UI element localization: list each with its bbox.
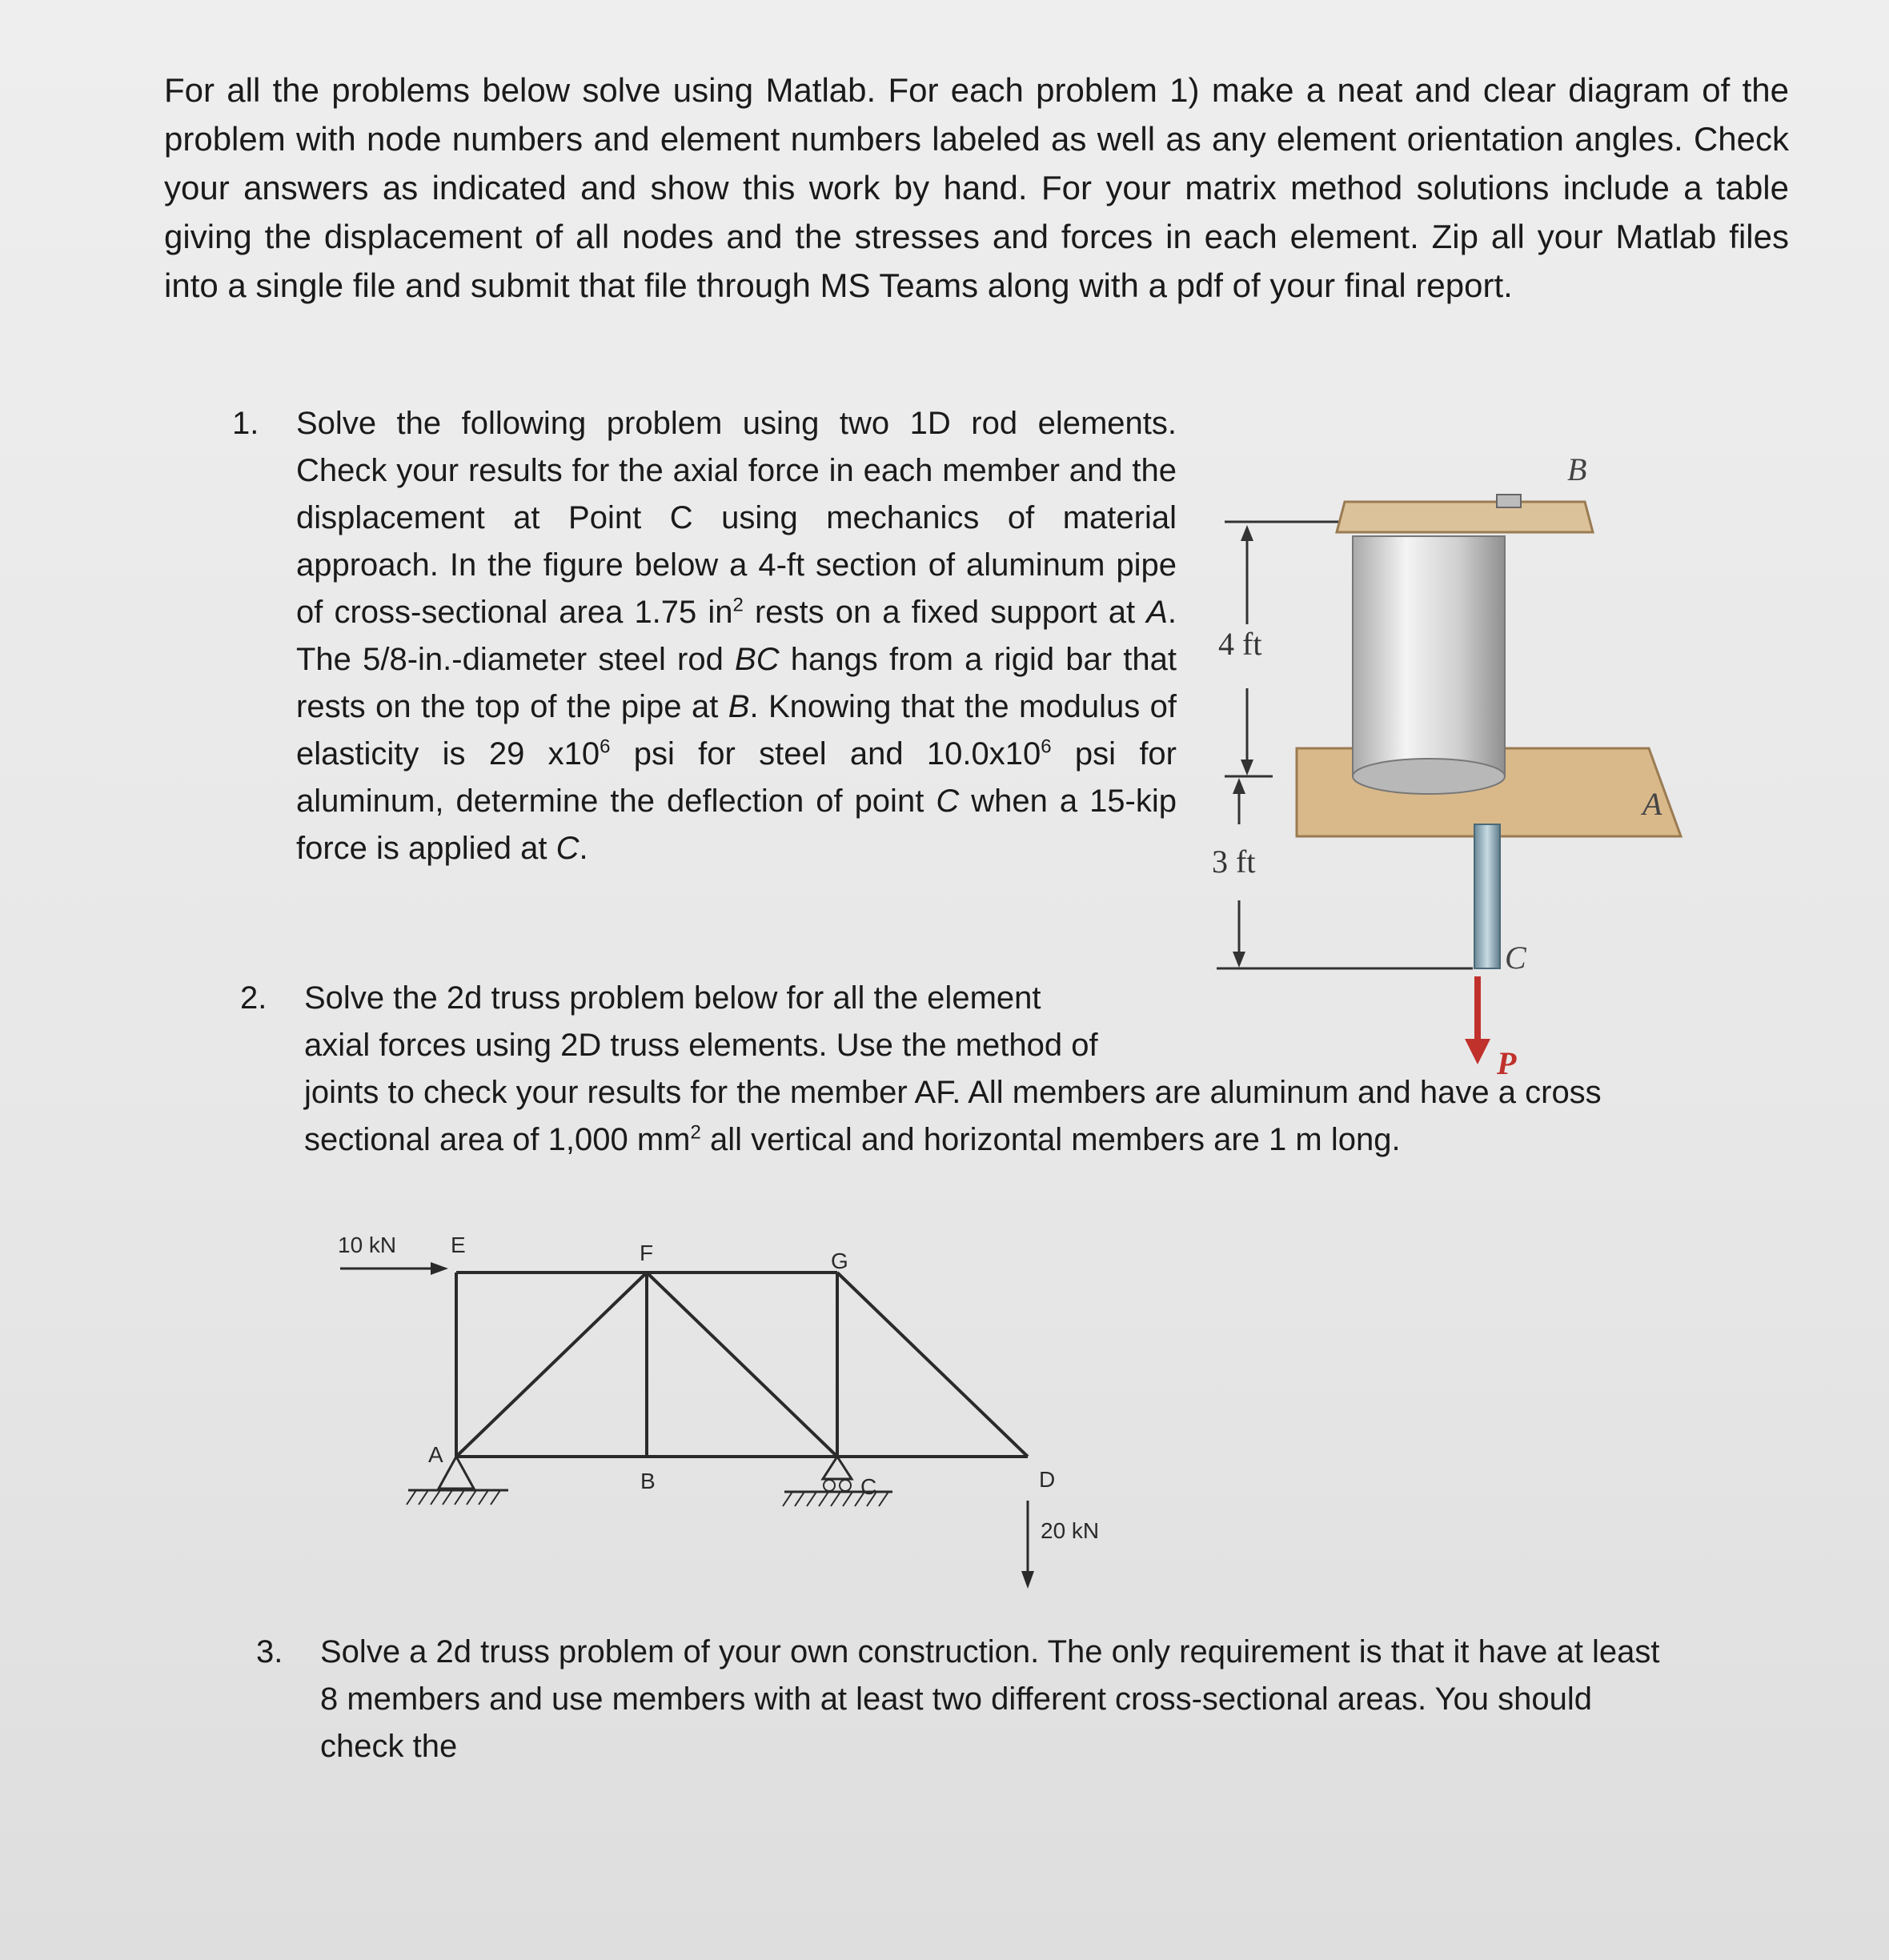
problem-1-text — [296, 400, 1177, 872]
problem-3-text: Solve a 2d truss problem of your own construction. The only requirement is that it have at least 8 members and use members with at least two different cross-sectional areas. You should check the — [320, 1634, 1660, 1764]
problem-2-line-1: Solve the 2d truss problem below for all the element — [304, 980, 1041, 1016]
p1-text-b: rests on a fixed support at — [743, 595, 1147, 630]
node-g-label: G — [831, 1249, 848, 1273]
p1-point-c-2: C — [555, 831, 580, 866]
problem-1-number: 1. — [232, 406, 259, 441]
label-b: B — [1567, 451, 1587, 487]
p1-text-c: . The 5/8-in.-diameter steel rod — [296, 595, 1177, 677]
p1-text-a: Solve the following problem using two 1D rod elements. Check your results for the axial force in each member and the displacement at Point C using mechanics of material approach. In the figure below a 4-ft section of aluminum pipe of cross-sectional area 1.75 in — [296, 406, 1177, 630]
pin-support-a — [439, 1457, 474, 1489]
problem-2-rest — [304, 1069, 1713, 1164]
p1-text-d: hangs from a rigid bar that rests on the top of the pipe at — [296, 642, 1177, 724]
pipe-bottom-ellipse — [1353, 759, 1505, 794]
p1-sup-6a: 6 — [600, 736, 611, 758]
node-d-label: D — [1039, 1467, 1056, 1492]
member-fc — [647, 1273, 837, 1457]
nut-top — [1497, 495, 1521, 507]
dim-3ft-arrowhead-top — [1233, 778, 1245, 794]
steel-rod-bc — [1474, 824, 1500, 968]
problem-3-number: 3. — [256, 1634, 283, 1669]
problem-3 — [256, 1629, 1681, 1770]
load-10kn-arrowhead — [431, 1262, 448, 1275]
p1-rod-bc: BC — [735, 642, 780, 677]
problem-2 — [240, 975, 1713, 1164]
p1-point-a: A — [1146, 595, 1168, 630]
p1-point-b: B — [728, 689, 750, 724]
problem-2-line-2: axial forces using 2D truss elements. Use the method of — [304, 1028, 1098, 1063]
p1-sup-2: 2 — [732, 594, 744, 616]
node-c-label: C — [860, 1474, 877, 1499]
p1-text-f: psi for steel and 10.0x10 — [610, 736, 1041, 772]
aluminum-pipe — [1353, 536, 1505, 776]
load-20kn-label: 20 kN — [1041, 1518, 1100, 1543]
p1-text-i: . — [579, 831, 588, 866]
load-20kn-arrowhead — [1021, 1571, 1034, 1589]
node-a-label: A — [428, 1442, 443, 1467]
node-f-label: F — [640, 1241, 654, 1265]
problem-2-number: 2. — [240, 980, 267, 1016]
dim-3ft-label: 3 ft — [1212, 844, 1256, 880]
rigid-bar-b — [1337, 502, 1593, 532]
node-b-label: B — [640, 1469, 656, 1493]
p1-point-c: C — [936, 784, 960, 819]
label-p: P — [1497, 1045, 1517, 1081]
p1-sup-6b: 6 — [1041, 736, 1052, 758]
dim-4ft-arrowhead-bottom — [1241, 760, 1253, 776]
roller-wheel-1 — [824, 1480, 835, 1491]
ground-hatch-a — [407, 1490, 500, 1505]
roller-support-c — [823, 1457, 852, 1479]
p1-text-h: when a 15-kip force is applied at — [296, 784, 1177, 866]
p2-rest-b: all vertical and horizontal members are 1 m long. — [700, 1122, 1401, 1157]
member-af — [456, 1273, 647, 1457]
dim-4ft-arrowhead-top — [1241, 525, 1253, 541]
member-gd — [837, 1273, 1028, 1457]
label-a: A — [1642, 786, 1662, 822]
node-e-label: E — [451, 1233, 466, 1257]
p1-text-e: . Knowing that the modulus of elasticity is 29 x10 — [296, 689, 1177, 772]
p1-text-g: psi for aluminum, determine the deflection of point — [296, 736, 1177, 819]
dim-3ft-arrowhead-bottom — [1233, 952, 1245, 968]
load-10kn-label: 10 kN — [338, 1233, 397, 1257]
roller-wheel-2 — [840, 1480, 851, 1491]
dim-4ft-label: 4 ft — [1218, 626, 1262, 662]
p2-sup-2: 2 — [690, 1121, 701, 1144]
problem-1 — [232, 400, 1177, 872]
figure-2-truss — [328, 1224, 1129, 1593]
p2-rest-a: joints to check your results for the member AF. All members are aluminum and have a cross sectional area of 1,000 mm — [304, 1075, 1602, 1157]
intro-paragraph: For all the problems below solve using Matlab. For each problem 1) make a neat and clear diagram of the problem with node numbers and element numbers labeled as well as any element orientation angles. Check your answers as indicated and show this work by hand. For your matrix method solutions include a table giving the displacement of all nodes and the stresses and forces in each element. Zip all your Matlab files into a single file and submit that file through MS Teams along with a pdf of your final report. — [164, 71, 1789, 304]
label-c: C — [1505, 940, 1526, 976]
